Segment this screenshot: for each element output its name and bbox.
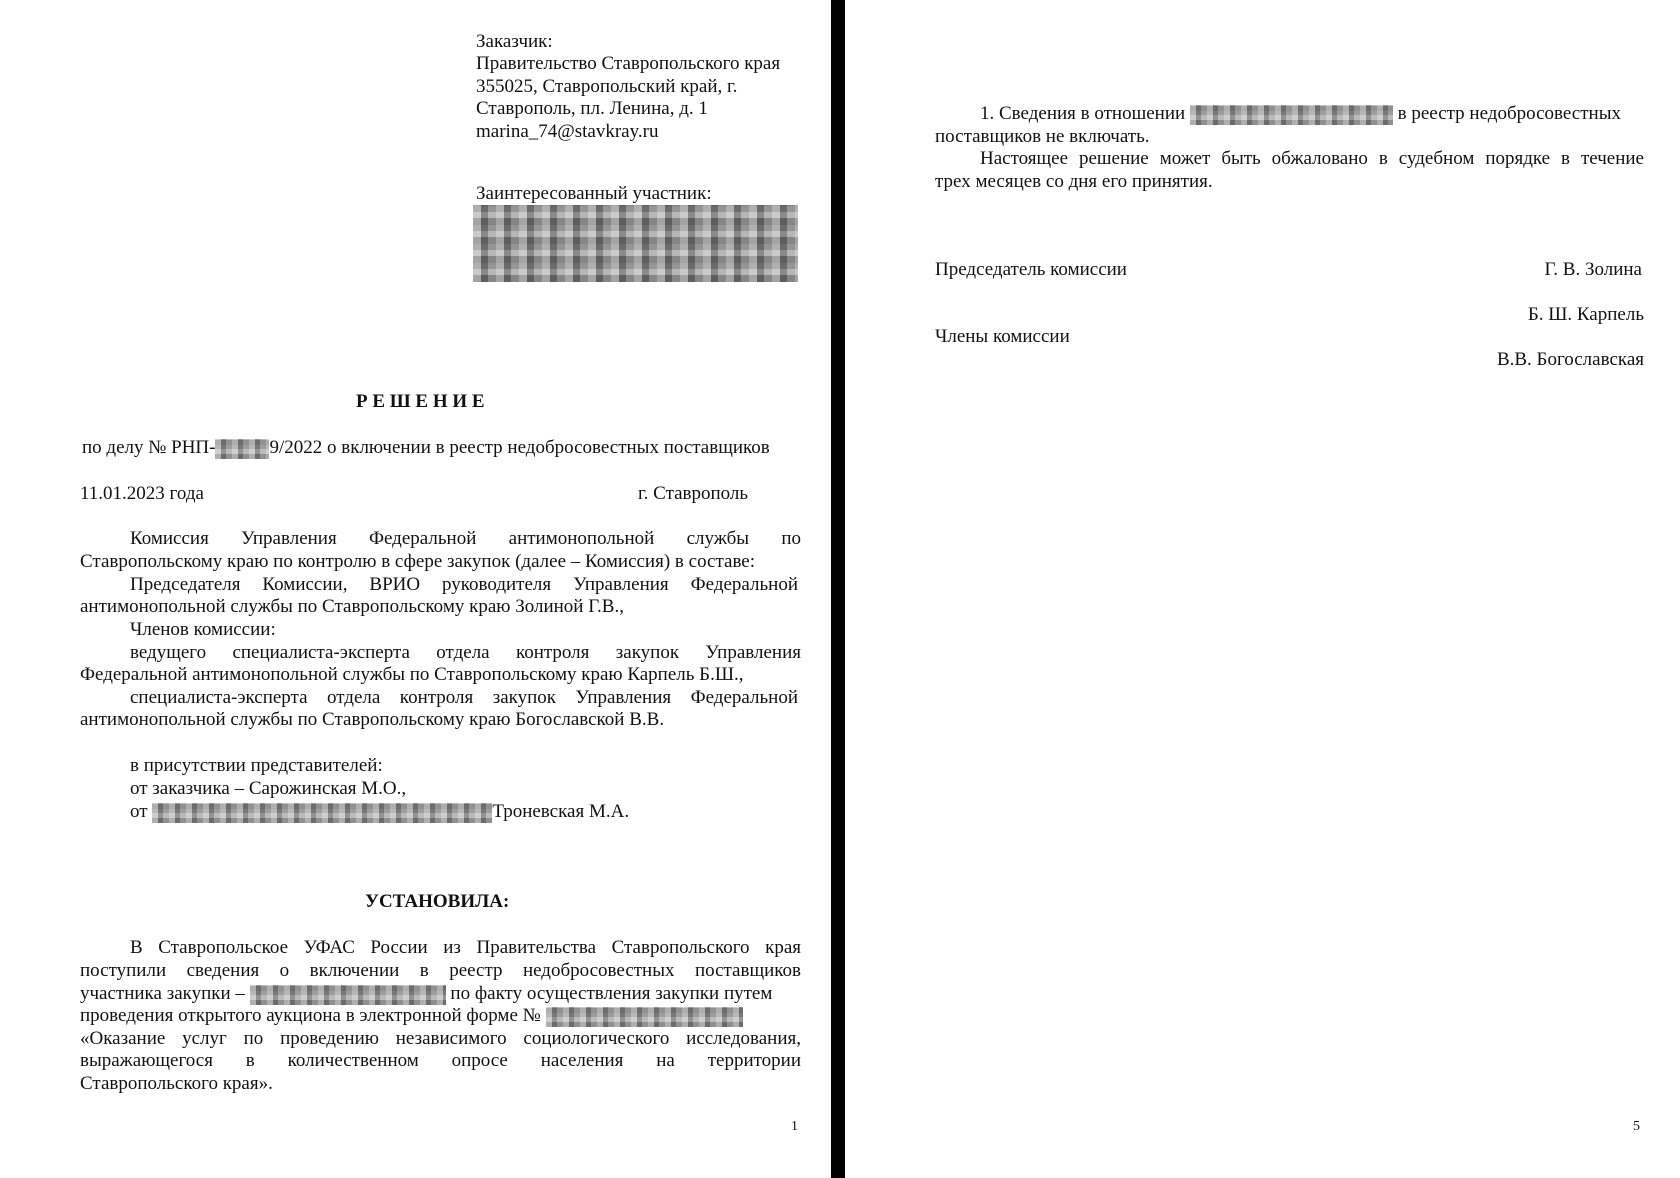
body-line: Ставропольского края».	[80, 1073, 273, 1094]
decision-item-1	[980, 103, 1621, 125]
commission-line: Федеральной антимонопольной службы по Ставропольскому краю Карпель Б.Ш.,	[80, 664, 744, 685]
redacted-organization	[152, 803, 492, 823]
redacted-auction-number	[546, 1007, 743, 1027]
case-suffix: 9/2022 о включении в реестр недобросовестных поставщиков	[269, 437, 770, 458]
chairman-name: Г. В. Золина	[1544, 259, 1642, 280]
document-title: Р Е Ш Е Н И Е	[356, 391, 485, 412]
commission-line: специалиста-эксперта отдела контроля закупок Управления Федеральной	[130, 687, 798, 708]
appeal-line: Настоящее решение может быть обжаловано в судебном порядке в течение	[980, 148, 1644, 169]
body-participant-suffix: по факту осуществления закупки путем	[450, 983, 773, 1004]
commission-line: Ставропольскому краю по контролю в сфере закупок (далее – Комиссия) в составе:	[80, 551, 756, 572]
commission-line: антимонопольной службы по Ставропольскому краю Богославской В.В.	[80, 709, 665, 730]
appeal-line: трех месяцев со дня его принятия.	[935, 171, 1213, 192]
document-page-5	[845, 0, 1680, 1178]
redacted-participant-block	[473, 205, 798, 282]
decision-item1-suffix: в реестр недобросовестных	[1397, 103, 1621, 124]
presence-heading: в присутствии представителей:	[130, 755, 383, 776]
redacted-case-number	[215, 439, 269, 459]
body-line: «Оказание услуг по проведению независимого социологического исследования,	[80, 1028, 801, 1049]
presence-other-name: Троневская М.А.	[492, 801, 630, 822]
body-line: В Ставропольское УФАС России из Правительства Ставропольского края	[130, 937, 801, 958]
page-number: 1	[791, 1119, 798, 1134]
commission-line: Членов комиссии:	[130, 619, 276, 640]
case-prefix: по делу № РНП-	[82, 437, 216, 458]
customer-line: Ставрополь, пл. Ленина, д. 1	[476, 98, 708, 119]
body-auction-prefix: проведения открытого аукциона в электронной форме №	[80, 1005, 541, 1026]
page-number: 5	[1633, 1119, 1640, 1134]
customer-line: 355025, Ставропольский край, г.	[476, 76, 738, 97]
members-label: Члены комиссии	[935, 326, 1070, 347]
decision-line: поставщиков не включать.	[935, 126, 1150, 147]
presence-customer-rep: от заказчика – Сарожинская М.О.,	[130, 778, 407, 799]
commission-line: Комиссия Управления Федеральной антимонопольной службы по	[130, 528, 801, 549]
redacted-participant-name	[1190, 105, 1393, 125]
commission-line: Председателя Комиссии, ВРИО руководителя Управления Федеральной	[130, 574, 798, 595]
decision-item1-prefix: 1. Сведения в отношении	[980, 103, 1186, 124]
body-participant-prefix: участника закупки –	[80, 983, 245, 1004]
body-line	[80, 983, 772, 1005]
presence-other-prefix: от	[130, 801, 148, 822]
decision-city: г. Ставрополь	[638, 483, 749, 504]
commission-line: антимонопольной службы по Ставропольскому краю Золиной Г.В.,	[80, 596, 624, 617]
member-name: В.В. Богославская	[1496, 349, 1644, 370]
document-page-1	[0, 0, 831, 1178]
customer-label: Заказчик:	[476, 31, 553, 52]
customer-line: Правительство Ставропольского края	[476, 53, 781, 74]
body-line	[80, 1005, 743, 1027]
redacted-participant-name	[250, 985, 446, 1005]
case-line	[82, 437, 770, 459]
chairman-label: Председатель комиссии	[935, 259, 1127, 280]
commission-line: ведущего специалиста-эксперта отдела контроля закупок Управления	[130, 642, 801, 663]
body-line: поступили сведения о включении в реестр недобросовестных поставщиков	[80, 960, 801, 981]
decision-date: 11.01.2023 года	[80, 483, 204, 504]
established-heading: УСТАНОВИЛА:	[365, 891, 510, 912]
member-name: Б. Ш. Карпель	[1527, 304, 1644, 325]
presence-other-rep	[130, 801, 629, 823]
customer-email: marina_74@stavkray.ru	[476, 121, 659, 142]
participant-label: Заинтересованный участник:	[476, 183, 712, 204]
page-divider	[831, 0, 845, 1178]
body-line: выражающегося в количественном опросе населения на территории	[80, 1050, 801, 1071]
